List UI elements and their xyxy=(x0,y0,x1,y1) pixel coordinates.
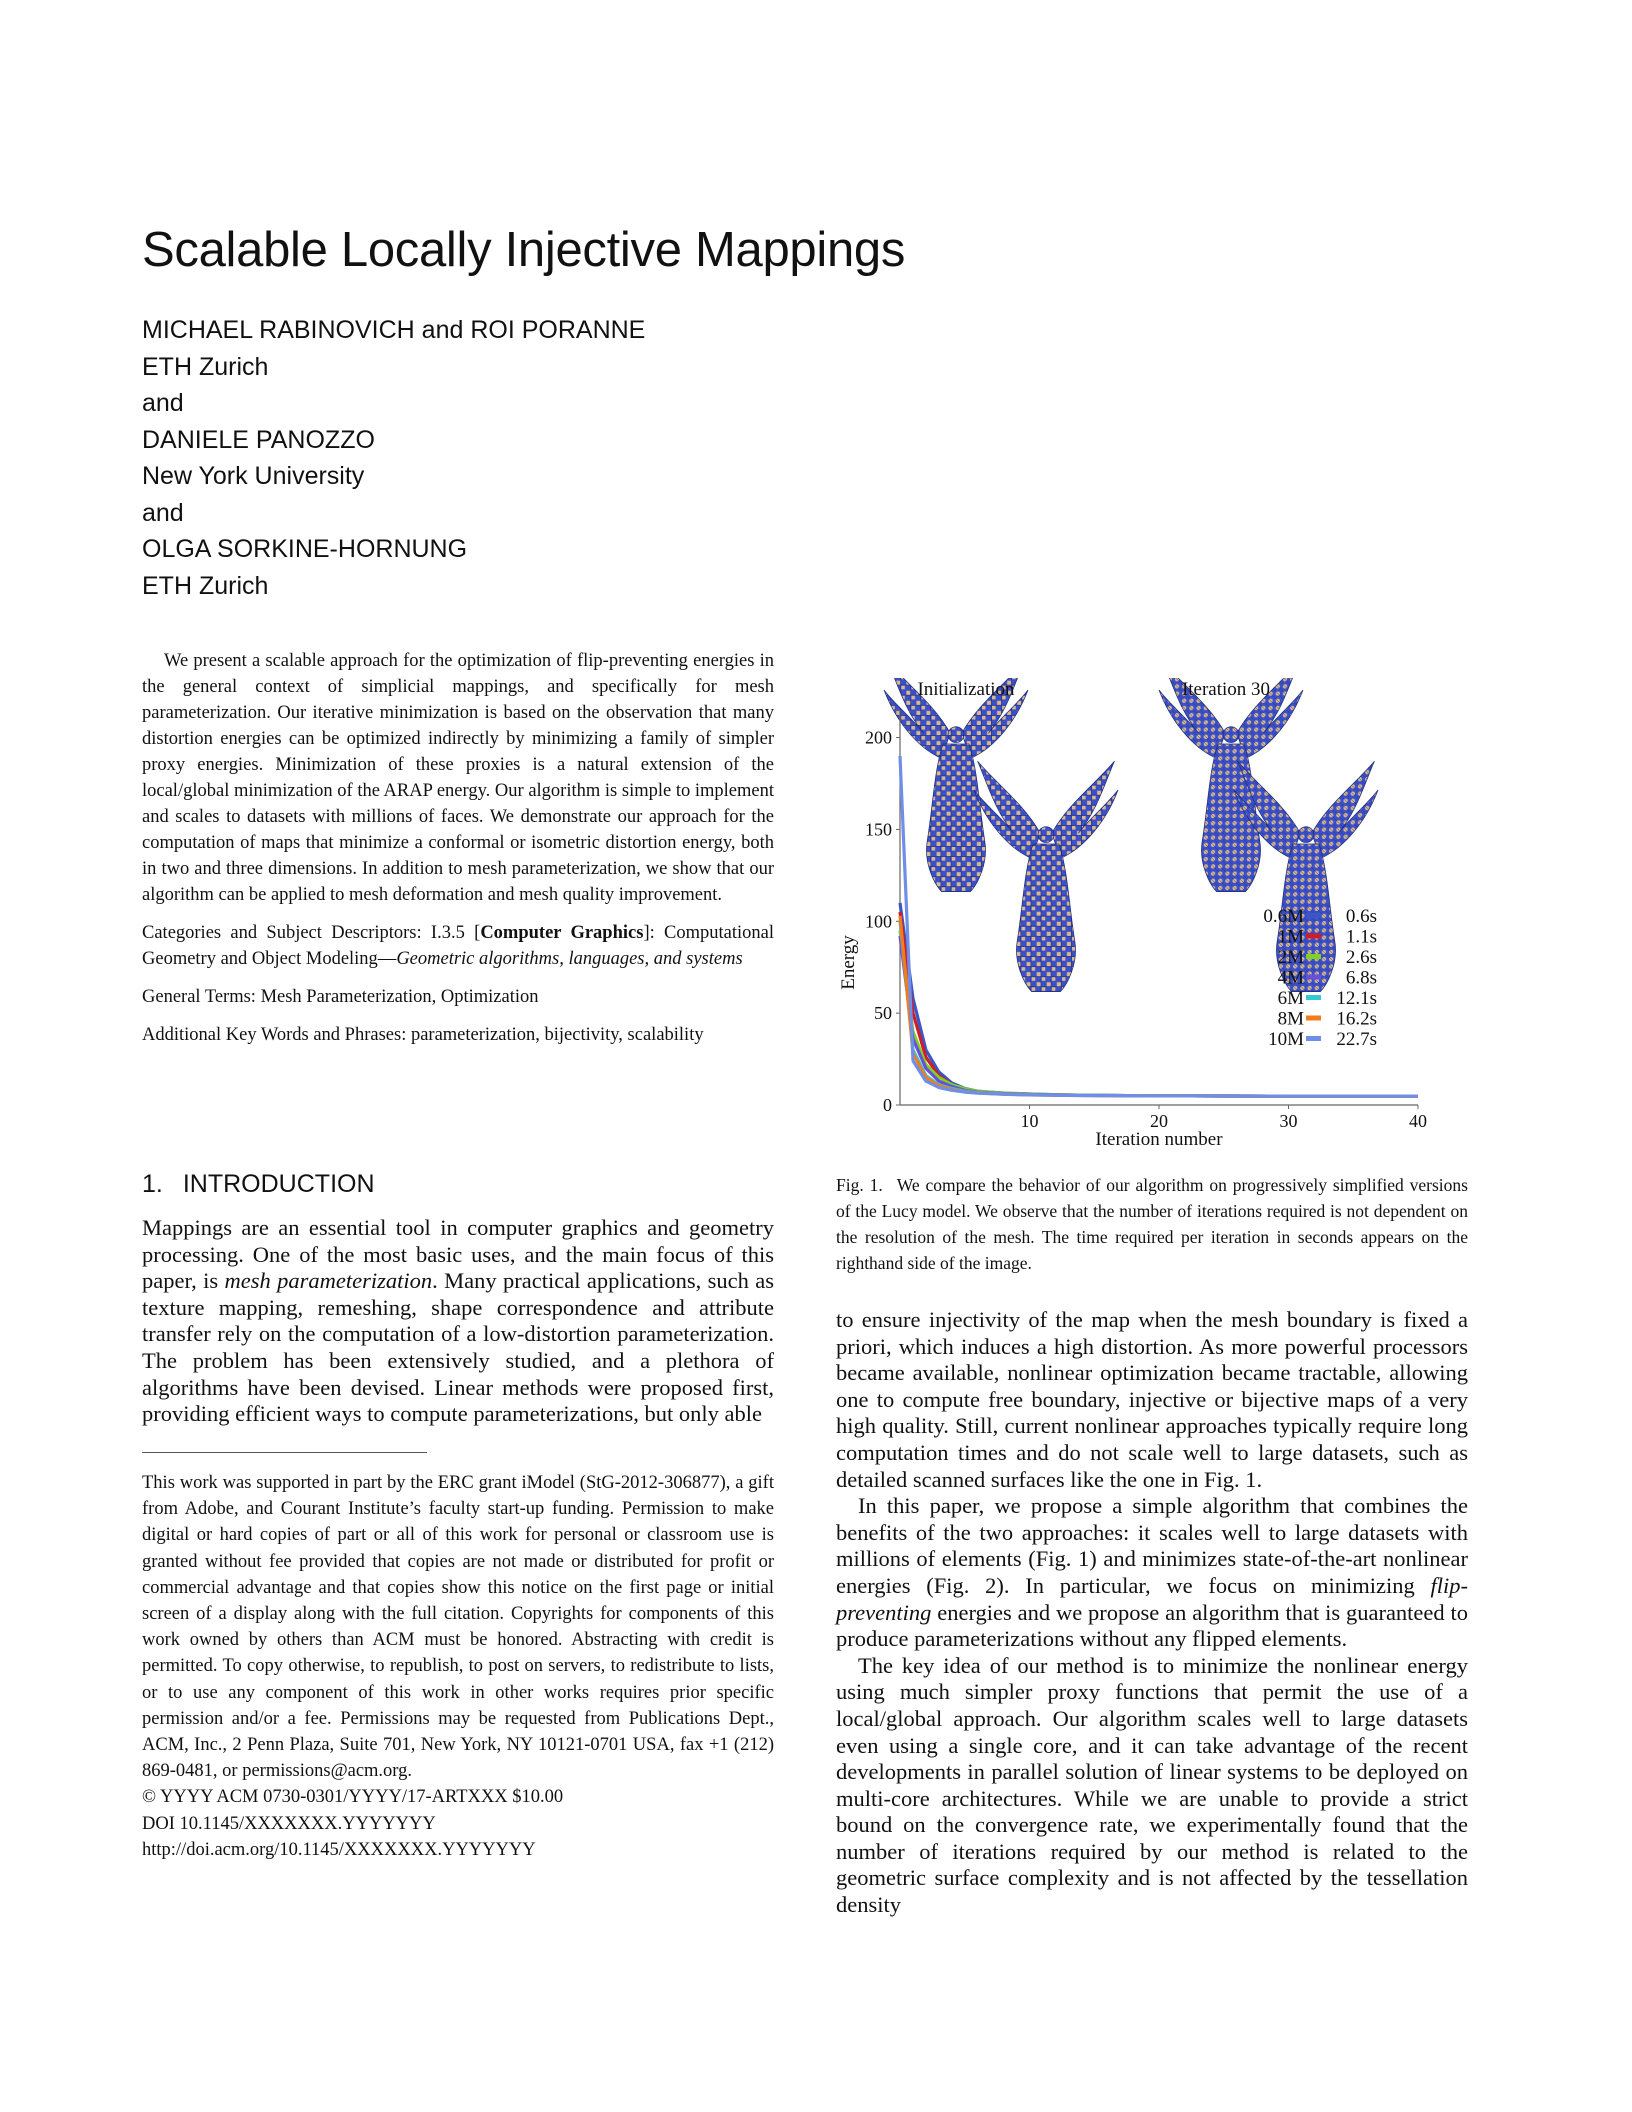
emphasis: mesh parameterization xyxy=(224,1268,433,1294)
text-run: . Many practical applications, such as texture mapping, remeshing, shape correspondence and attribute transfer rely on the computation of a low-distortion parameterization. The problem has been extensively studied, and a plethora of algorithms have been devised. Linear methods were proposed first, providing efficient ways to compute parameterizations, but only able xyxy=(142,1268,774,1427)
footnote-text: This work was supported in part by the ERC grant iModel (StG-2012-306877), a gift from Adobe, and Courant Institute’s faculty start-up funding. Permission to make digital or hard copies of part or all of this work for personal or classroom use is granted without fee provided that copies are not made or distributed for profit or commercial advantage and that copies show this notice on the first page or initial screen of a display along with the full citation. Copyrights for components of this work owned by others than ACM must be honored. Abstracting with credit is permitted. To copy otherwise, to republish, to post on servers, to redistribute to lists, or to use any component of this work in other works requires prior specific permission and/or a fee. Permissions may be requested from Publications Dept., ACM, Inc., 2 Penn Plaza, Suite 701, New York, NY 10121-0701 USA, fax +1 (212) 869-0481, or permissions@acm.org. xyxy=(142,1473,774,1782)
legend-time-label: 2.6s xyxy=(1345,947,1377,968)
author-line: MICHAEL RABINOVICH and ROI PORANNE xyxy=(142,316,646,344)
affiliation-line: New York University xyxy=(142,462,365,490)
legend-size-label: 0.6M xyxy=(1263,906,1304,927)
statue-body xyxy=(926,744,985,892)
legend-swatch xyxy=(1306,913,1321,918)
author-line: OLGA SORKINE-HORNUNG xyxy=(142,535,468,563)
legend-swatch xyxy=(1306,975,1321,980)
statue-iteration30-large xyxy=(1159,678,1303,892)
doi-url-link[interactable]: http://doi.acm.org/10.1145/XXXXXXX.YYYYYYY xyxy=(142,1839,536,1860)
legend-time-label: 16.2s xyxy=(1336,1008,1377,1030)
x-tick-label: 30 xyxy=(1279,1111,1298,1131)
categories-italic: Geometric algorithms, languages, and systems xyxy=(396,949,743,969)
statue-head xyxy=(1038,827,1054,843)
abstract-body: We present a scalable approach for the optimization of flip-preventing energies in the general context of simplicial mappings, and specifically for mesh parameterization. Our iterative minimization is based on the observation that many distortion energies can be optimized indirectly by minimizing a family of simpler proxy energies. Minimization of these proxies is a natural extension of the local/global minimization of the ARAP energy. Our algorithm is simple to implement and scales to datasets with millions of faces. We demonstrate our approach for the computation of maps that minimize a conformal or isometric distortion energy, both in two and three dimensions. In addition to mesh parameterization, we show that our algorithm can be applied to mesh deformation and mesh quality improvement. xyxy=(142,651,774,905)
legend-size-label: 1M xyxy=(1277,926,1304,948)
abstract xyxy=(142,648,774,1060)
section-number: 1. xyxy=(142,1170,163,1198)
legend-time-label: 12.1s xyxy=(1336,988,1377,1009)
intro-paragraph-1 xyxy=(142,1215,774,1428)
doi-line: DOI 10.1145/XXXXXXX.YYYYYYY xyxy=(142,1813,436,1834)
keywords: Additional Key Words and Phrases: parameterization, bijectivity, scalability xyxy=(142,1025,704,1045)
x-tick-label: 10 xyxy=(1020,1111,1039,1131)
y-tick-label: 100 xyxy=(865,911,892,932)
legend-time-label: 22.7s xyxy=(1336,1029,1377,1050)
legend-time-label: 1.1s xyxy=(1345,926,1377,948)
legend-time-label: 0.6s xyxy=(1345,906,1377,927)
footnote-divider xyxy=(142,1452,427,1453)
intro-right-column xyxy=(836,1307,1468,1919)
legend-size-label: 8M xyxy=(1277,1008,1304,1030)
section-heading-introduction xyxy=(142,1170,395,1199)
x-axis-label: Iteration number xyxy=(1095,1129,1223,1150)
general-terms: General Terms: Mesh Parameterization, Optimization xyxy=(142,987,539,1007)
intro-paragraph-3: The key idea of our method is to minimize the nonlinear energy using much simpler proxy functions that permit the use of a local/global approach. Our algorithm scales well to large datasets even using a single core, and it can take advantage of the recent developments in parallel solution of linear systems to be deployed on multi-core architectures. While we are unable to provide a strict bound on the convergence rate, we experimentally found that the number of iterations required by our method is related to the geometric surface complexity and is not affected by the tessellation density xyxy=(836,1652,1468,1918)
caption-body: We compare the behavior of our algorithm on progressively simplified versions of the Lucy model. We observe that the number of iterations required is not dependent on the resolution of the mesh. The time required per iteration in seconds appears on the righthand side of the image. xyxy=(836,1175,1468,1273)
author-separator: and xyxy=(142,498,184,527)
chart-axes xyxy=(838,710,1427,1150)
text-run: energies and we propose an algorithm that is guaranteed to produce parameterizations without any flipped elements. xyxy=(836,1599,1468,1652)
y-tick-label: 0 xyxy=(883,1095,892,1115)
statue-right-wing xyxy=(1312,761,1378,858)
section-title: INTRODUCTION xyxy=(182,1170,375,1198)
copyright-line: © YYYY ACM 0730-0301/YYYY/17-ARTXXX $10.00 xyxy=(142,1787,564,1808)
y-tick-label: 50 xyxy=(874,1003,892,1024)
footnote xyxy=(142,1470,774,1863)
author-line: DANIELE PANOZZO xyxy=(142,425,375,454)
legend-swatch xyxy=(1306,1036,1321,1041)
annotation-initialization: Initialization xyxy=(917,679,1015,700)
statue-head xyxy=(1223,727,1239,743)
categories-mid: ]: Computational Geometry and Object Modeling— xyxy=(142,923,775,969)
author-block xyxy=(142,312,645,604)
x-tick-label: 40 xyxy=(1409,1111,1427,1131)
emphasis: flip-preventing xyxy=(836,1572,1468,1625)
legend-swatch xyxy=(1306,1016,1321,1021)
legend-size-label: 4M xyxy=(1277,967,1304,989)
caption-text xyxy=(836,1172,1468,1276)
categories-line xyxy=(142,920,774,972)
figure-caption xyxy=(836,1172,1468,1276)
annotation-iteration-30: Iteration 30 xyxy=(1181,679,1271,700)
text-run: Mappings are an essential tool in computer graphics and geometry processing. One of the most basic uses, and the main focus of this paper, is xyxy=(142,1215,774,1294)
figure-label: Fig. 1. xyxy=(836,1175,883,1195)
y-axis-label: Energy xyxy=(838,935,859,990)
legend-size-label: 6M xyxy=(1277,988,1304,1009)
statue-initialization-small xyxy=(974,761,1118,991)
statue-head xyxy=(948,727,964,743)
categories-bold: Computer Graphics xyxy=(480,923,644,943)
y-tick-label: 150 xyxy=(865,819,892,840)
statue-body xyxy=(1016,844,1075,992)
affiliation-line: ETH Zurich xyxy=(142,571,269,600)
intro-paragraph-1-cont: to ensure injectivity of the map when the mesh boundary is fixed a priori, which induces a high distortion. As more powerful processors became available, nonlinear optimization became tractable, allowing one to compute free boundary, injective or bijective maps of a very high quality. Still, current nonlinear approaches typically require long computation times and do not scale well to large datasets, such as detailed scanned surfaces like the one in Fig. 1. xyxy=(836,1307,1468,1492)
affiliation-line: ETH Zurich xyxy=(142,352,269,381)
intro-paragraph-2 xyxy=(836,1493,1468,1653)
figure-1 xyxy=(836,678,1468,1160)
energy-chart xyxy=(836,678,1468,1160)
statue-head xyxy=(1298,827,1314,843)
x-tick-label: 20 xyxy=(1150,1111,1168,1131)
categories-prefix: Categories and Subject Descriptors: I.3.5 [ xyxy=(142,923,481,943)
text-run: In this paper, we propose a simple algorithm that combines the benefits of the two approaches: it scales well to large datasets with millions of elements (Fig. 1) and minimizes state-of-the-art nonlinear energies (Fig. 2). In particular, we focus on minimizing xyxy=(836,1493,1468,1598)
legend-time-label: 6.8s xyxy=(1345,967,1377,989)
legend-swatch xyxy=(1306,995,1321,1000)
legend-swatch xyxy=(1306,934,1321,939)
author-separator: and xyxy=(142,389,184,417)
intro-left-column xyxy=(142,1215,774,1428)
statue-right-wing xyxy=(1052,761,1118,858)
paper-title: Scalable Locally Injective Mappings xyxy=(142,223,906,277)
legend-size-label: 10M xyxy=(1268,1029,1304,1050)
y-tick-label: 200 xyxy=(865,727,892,748)
legend-size-label: 2M xyxy=(1277,947,1304,968)
legend-swatch xyxy=(1306,954,1321,959)
